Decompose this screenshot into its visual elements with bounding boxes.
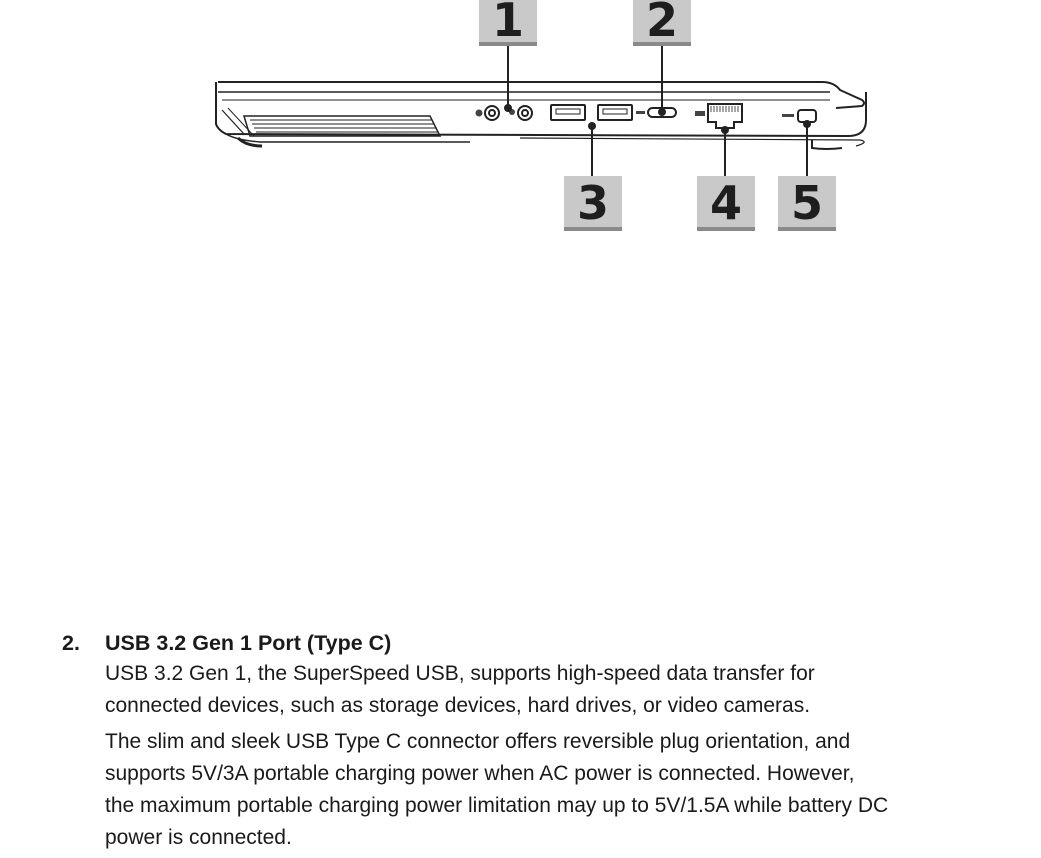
callout-5-label: 5 — [790, 176, 824, 230]
headphone-icon — [476, 110, 483, 117]
section-title: USB 3.2 Gen 1 Port (Type C) — [105, 631, 392, 655]
paragraph-2-line-4: power is connected. — [105, 826, 292, 849]
section-number: 2. — [62, 631, 80, 655]
vent-slots — [250, 120, 438, 132]
mic-jack — [518, 106, 532, 120]
section-heading — [62, 628, 1022, 658]
paragraph-1-line-2: connected devices, such as storage devices, hard drives, or video cameras. — [105, 694, 811, 717]
callout-2-label: 2 — [645, 0, 679, 47]
lan-icon — [695, 111, 705, 116]
paragraph-1-line-1: USB 3.2 Gen 1, the SuperSpeed USB, supports high-speed data transfer for — [105, 662, 815, 685]
callout-4-label: 4 — [709, 176, 743, 230]
callout-3-label: 3 — [576, 176, 610, 230]
rj45-port — [708, 104, 742, 128]
port-description-section — [62, 628, 1022, 858]
headphone-jack — [485, 106, 499, 120]
callout-4 — [697, 176, 755, 231]
laptop-side-view-figure — [0, 0, 1041, 260]
lock-icon — [782, 114, 794, 117]
paragraph-2 — [105, 726, 1015, 854]
callout-1-label: 1 — [491, 0, 525, 47]
callout-2 — [633, 0, 691, 112]
paragraph-2-line-2: supports 5V/3A portable charging power when AC power is connected. However, — [105, 762, 855, 785]
laptop-right-side — [216, 82, 866, 149]
paragraph-2-line-1: The slim and sleek USB Type C connector offers reversible plug orientation, and — [105, 730, 851, 753]
paragraph-2-line-3: the maximum portable charging power limitation may up to 5V/1.5A while battery DC — [105, 794, 889, 817]
usb-ss-icon — [636, 111, 645, 114]
paragraph-1 — [105, 658, 1015, 722]
callout-5 — [778, 176, 836, 231]
callout-3 — [564, 176, 622, 231]
